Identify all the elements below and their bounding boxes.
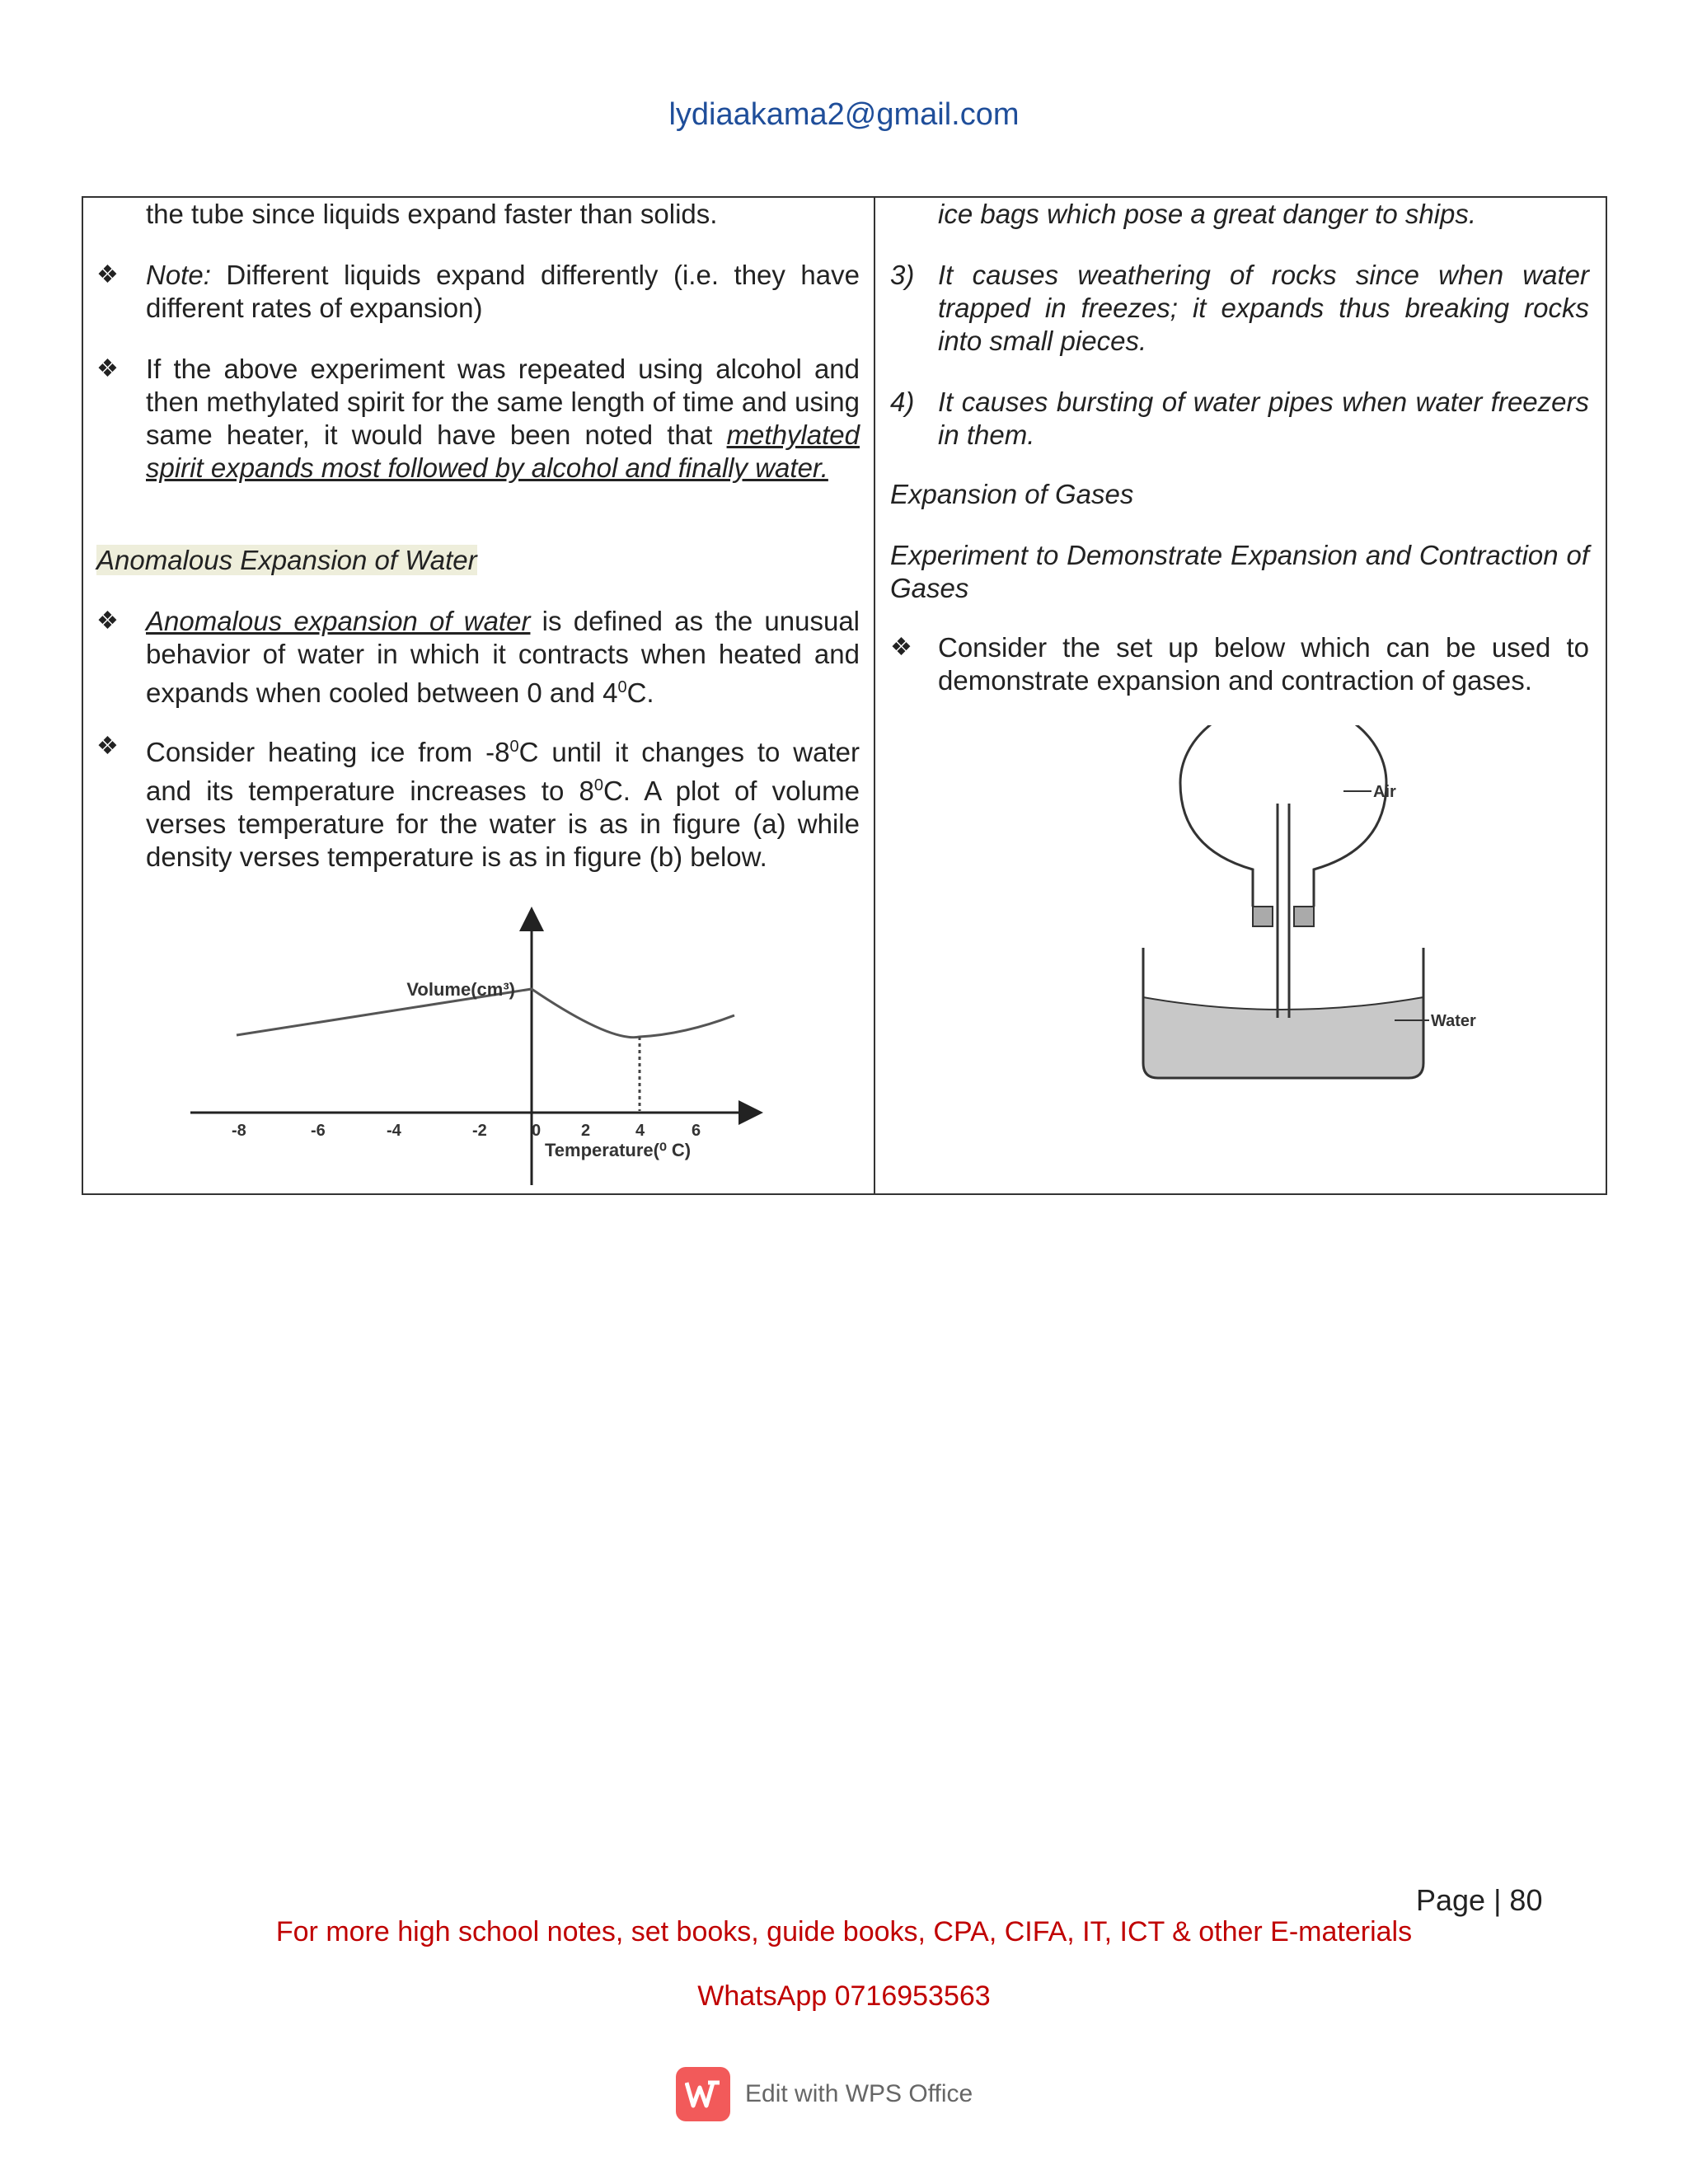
water-label: Water — [1431, 1012, 1476, 1030]
p4-sup: 0 — [617, 678, 627, 696]
page-number: Page | 80 — [1416, 1883, 1543, 1917]
air-label: Air — [1373, 783, 1396, 801]
x-axis-label: Temperature(⁰ C) — [545, 1140, 692, 1160]
p3-underlined: methylated spirit expands most followed by alcohol and finally water. — [146, 419, 860, 483]
left-note-paragraph — [146, 259, 860, 325]
tick-label: -6 — [311, 1122, 326, 1140]
p4-term: Anomalous expansion of water — [146, 606, 531, 636]
left-paragraph-4 — [146, 605, 860, 710]
cork-right — [1294, 907, 1314, 926]
note-label: Note: — [146, 260, 211, 290]
tick-label: -8 — [232, 1122, 246, 1140]
header-email: lydiaakama2@gmail.com — [668, 97, 1020, 132]
left-paragraph-3 — [146, 353, 860, 485]
left-column — [83, 198, 875, 1193]
bullet-icon: ❖ — [96, 261, 119, 288]
p5-sup2: 0 — [593, 776, 603, 794]
p5-sup1: 0 — [509, 738, 519, 756]
y-axis-label: Volume(cm³) — [406, 979, 515, 1000]
wps-edit-label: Edit with WPS Office — [745, 2080, 973, 2107]
x-tick-labels — [232, 1122, 701, 1140]
bullet-icon: ❖ — [96, 607, 119, 635]
tick-label: 2 — [581, 1122, 591, 1140]
bullet-icon: ❖ — [890, 634, 912, 661]
tick-label: 0 — [532, 1122, 542, 1140]
p3-text: If the above experiment was repeated using alcohol and then methylated spirit for the same length of time and using same heater, it would have been noted that — [146, 354, 860, 450]
right-paragraph-3: It causes weathering of rocks since when water trapped in freezes; it expands thus breaking rocks into small pieces. — [938, 260, 1589, 356]
experiment-heading: Experiment to Demonstrate Expansion and Contraction of Gases — [890, 540, 1589, 603]
p5-b: C until it changes to water and its temperature increases to 8 — [146, 737, 860, 806]
note-text: Different liquids expand differently (i.e. they have different rates of expansion) — [146, 260, 860, 323]
p5-a: Consider heating ice from -8 — [146, 737, 510, 767]
bullet-icon: ❖ — [96, 733, 119, 760]
flask — [1180, 725, 1386, 907]
tick-label: 4 — [635, 1122, 645, 1140]
left-paragraph-5 — [146, 730, 860, 874]
promo-text: For more high school notes, set books, guide books, CPA, CIFA, IT, ICT & other E-materials — [275, 1916, 1413, 1947]
tick-label: -2 — [472, 1122, 487, 1140]
gas-expansion-apparatus — [1123, 725, 1485, 1096]
section-heading-gases: Expansion of Gases — [890, 479, 1134, 509]
p5-c: C. A plot of volume verses temperature for the water is as in figure (a) while density verses temperature is as in figure (b) below. — [146, 776, 860, 872]
whatsapp-text: WhatsApp 0716953563 — [697, 1980, 991, 2012]
wps-logo-icon — [676, 2067, 730, 2121]
wps-edit-button[interactable] — [676, 2067, 973, 2121]
right-paragraph-4: It causes bursting of water pipes when water freezers in them. — [938, 387, 1589, 450]
content-table — [82, 196, 1607, 1195]
tick-label: 6 — [692, 1122, 701, 1140]
heading-text: Anomalous Expansion of Water — [96, 545, 477, 575]
right-paragraph-5: Consider the set up below which can be used to demonstrate expansion and contraction of gases. — [938, 632, 1589, 696]
right-column — [875, 198, 1606, 1193]
bullet-icon: ❖ — [96, 355, 119, 382]
p4-text-a: is defined as the unusual behavior of water in which it contracts when heated and expands when cooled between 0 and 4 — [146, 606, 860, 708]
right-paragraph-1: ice bags which pose a great danger to ships. — [938, 199, 1477, 229]
volume-temperature-graph — [190, 898, 850, 1195]
p4-text-b: C. — [626, 677, 654, 708]
list-number-3: 3) — [890, 260, 915, 290]
cork-left — [1253, 907, 1273, 926]
list-number-4: 4) — [890, 387, 915, 417]
section-heading-anomalous — [96, 544, 477, 577]
tick-label: -4 — [387, 1122, 401, 1140]
left-paragraph-1: the tube since liquids expand faster than solids. — [146, 199, 718, 229]
